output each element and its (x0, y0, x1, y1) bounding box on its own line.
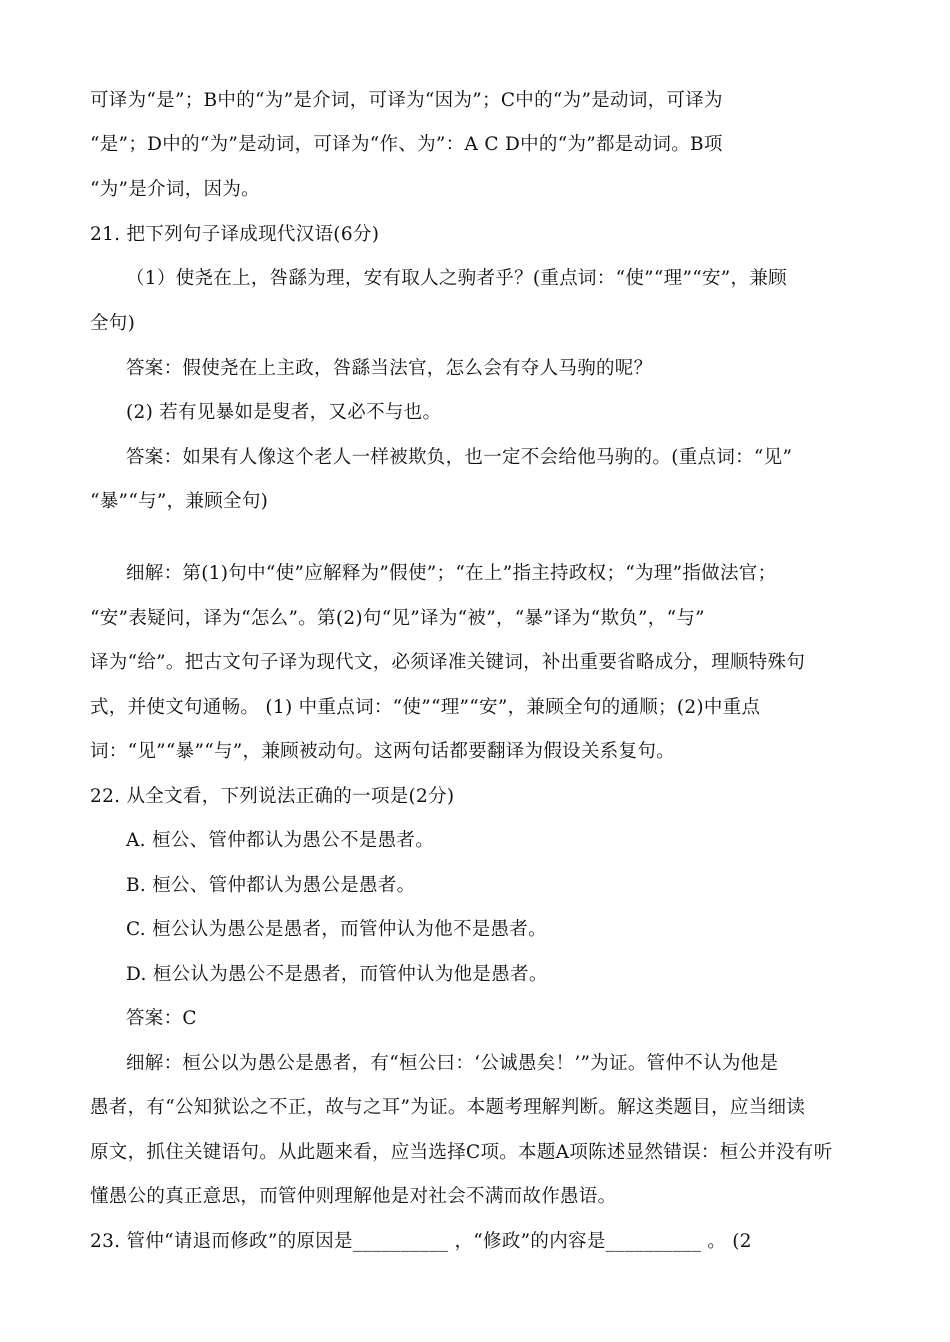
option-b: B. 桓公、管仲都认为愚公是愚者。 (126, 875, 416, 896)
answer-line: 答案：如果有人像这个老人一样被欺负，也一定不会给他马驹的。(重点词：“见” (126, 447, 793, 468)
text-line: “暴”“与”，兼顾全句) (90, 491, 269, 512)
text-line: 懂愚公的真正意思，而管仲则理解他是对社会不满而故作愚语。 (90, 1186, 617, 1207)
text-line: 式，并使文句通畅。 (1) 中重点词：“使”“理”“安”，兼顾全句的通顺；(2)中重点 (90, 697, 761, 718)
text-line: 全句) (90, 313, 136, 334)
text-line: 原文，抓住关键语句。从此题来看，应当选择C项。本题A项陈述显然错误：桓公并没有听 (90, 1142, 833, 1163)
question-23: 23. 管仲“请退而修政”的原因是__________ ，“修政”的内容是__________ 。 (2 (90, 1231, 752, 1252)
answer-line: 答案：C (126, 1008, 197, 1029)
option-a: A. 桓公、管仲都认为愚公不是愚者。 (126, 830, 435, 851)
option-d: D. 桓公认为愚公不是愚者，而管仲认为他是愚者。 (126, 964, 548, 985)
text-line: “安”表疑问，译为“怎么”。第(2)句“见”译为“被”，“暴”译为“欺负”，“与” (90, 608, 705, 629)
option-c: C. 桓公认为愚公是愚者，而管仲认为他不是愚者。 (126, 919, 547, 940)
text-line: 译为“给”。把古文句子译为现代文，必须译准关键词，补出重要省略成分，理顺特殊句 (90, 652, 806, 673)
question-22: 22. 从全文看，下列说法正确的一项是(2分) (90, 786, 455, 807)
text-line: “是”；D中的“为”是动词，可译为“作、为”：A C D中的“为”都是动词。B项 (90, 134, 723, 155)
explanation-line: 细解：第(1)句中“使”应解释为”假使”；“在上”指主持政权；“为理”指做法官； (126, 563, 777, 584)
text-line: “为”是介词，因为。 (90, 179, 260, 200)
question-21: 21. 把下列句子译成现代汉语(6分) (90, 224, 380, 245)
explanation-line: 细解：桓公以为愚公是愚者，有“桓公曰：‘公诚愚矣！’”为证。管仲不认为他是 (126, 1053, 779, 1074)
text-line: 词：“见”“暴”“与”，兼顾被动句。这两句话都要翻译为假设关系复句。 (90, 741, 675, 762)
text-line: 愚者，有“公知狱讼之不正，故与之耳”为证。本题考理解判断。解这类题目，应当细读 (90, 1097, 806, 1118)
answer-line: 答案：假使尧在上主政，咎繇当法官，怎么会有夺人马驹的呢？ (126, 358, 653, 379)
text-line: (2) 若有见暴如是叟者，又必不与也。 (126, 402, 442, 423)
text-line: 可译为“是”；B中的“为”是介词，可译为“因为”；C中的“为”是动词，可译为 (90, 90, 723, 111)
text-line: （1）使尧在上，咎繇为理，安有取人之驹者乎？(重点词：“使”“理”“安”，兼顾 (126, 268, 787, 289)
